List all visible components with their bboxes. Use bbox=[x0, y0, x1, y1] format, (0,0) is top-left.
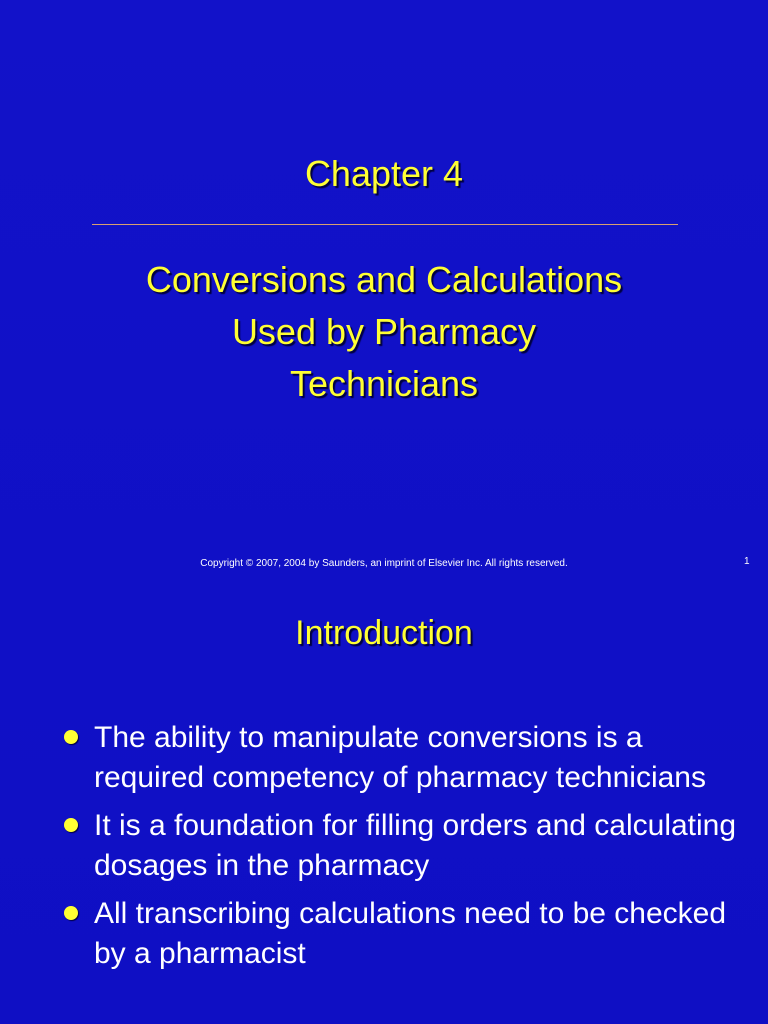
bullet-list bbox=[60, 718, 740, 982]
bullet-item bbox=[60, 718, 740, 798]
slide-introduction bbox=[0, 590, 768, 1024]
chapter-heading: Chapter 4 bbox=[304, 153, 464, 194]
subtitle-line: Used by Pharmacy bbox=[231, 311, 537, 352]
subtitle-line: Technicians bbox=[289, 363, 479, 404]
title-divider bbox=[92, 224, 678, 225]
bullet-text: The ability to manipulate conversions is a required competency of pharmacy technicians bbox=[94, 721, 706, 794]
bullet-text: It is a foundation for filling orders and calculating dosages in the pharmacy bbox=[94, 809, 737, 882]
bullet-item bbox=[60, 894, 740, 974]
bullet-dot-icon bbox=[64, 906, 78, 920]
subtitle-line: Conversions and Calculations bbox=[145, 259, 623, 300]
bullet-text: All transcribing calculations need to be checked by a pharmacist bbox=[94, 897, 727, 970]
slide-number: 1 bbox=[744, 556, 750, 567]
bullet-item bbox=[60, 806, 740, 886]
copyright-notice: Copyright © 2007, 2004 by Saunders, an imprint of Elsevier Inc. All rights reserved. bbox=[200, 558, 568, 569]
slide-heading: Introduction bbox=[295, 614, 473, 652]
chapter-subtitle bbox=[40, 254, 728, 410]
bullet-dot-icon bbox=[64, 818, 78, 832]
bullet-dot-icon bbox=[64, 730, 78, 744]
